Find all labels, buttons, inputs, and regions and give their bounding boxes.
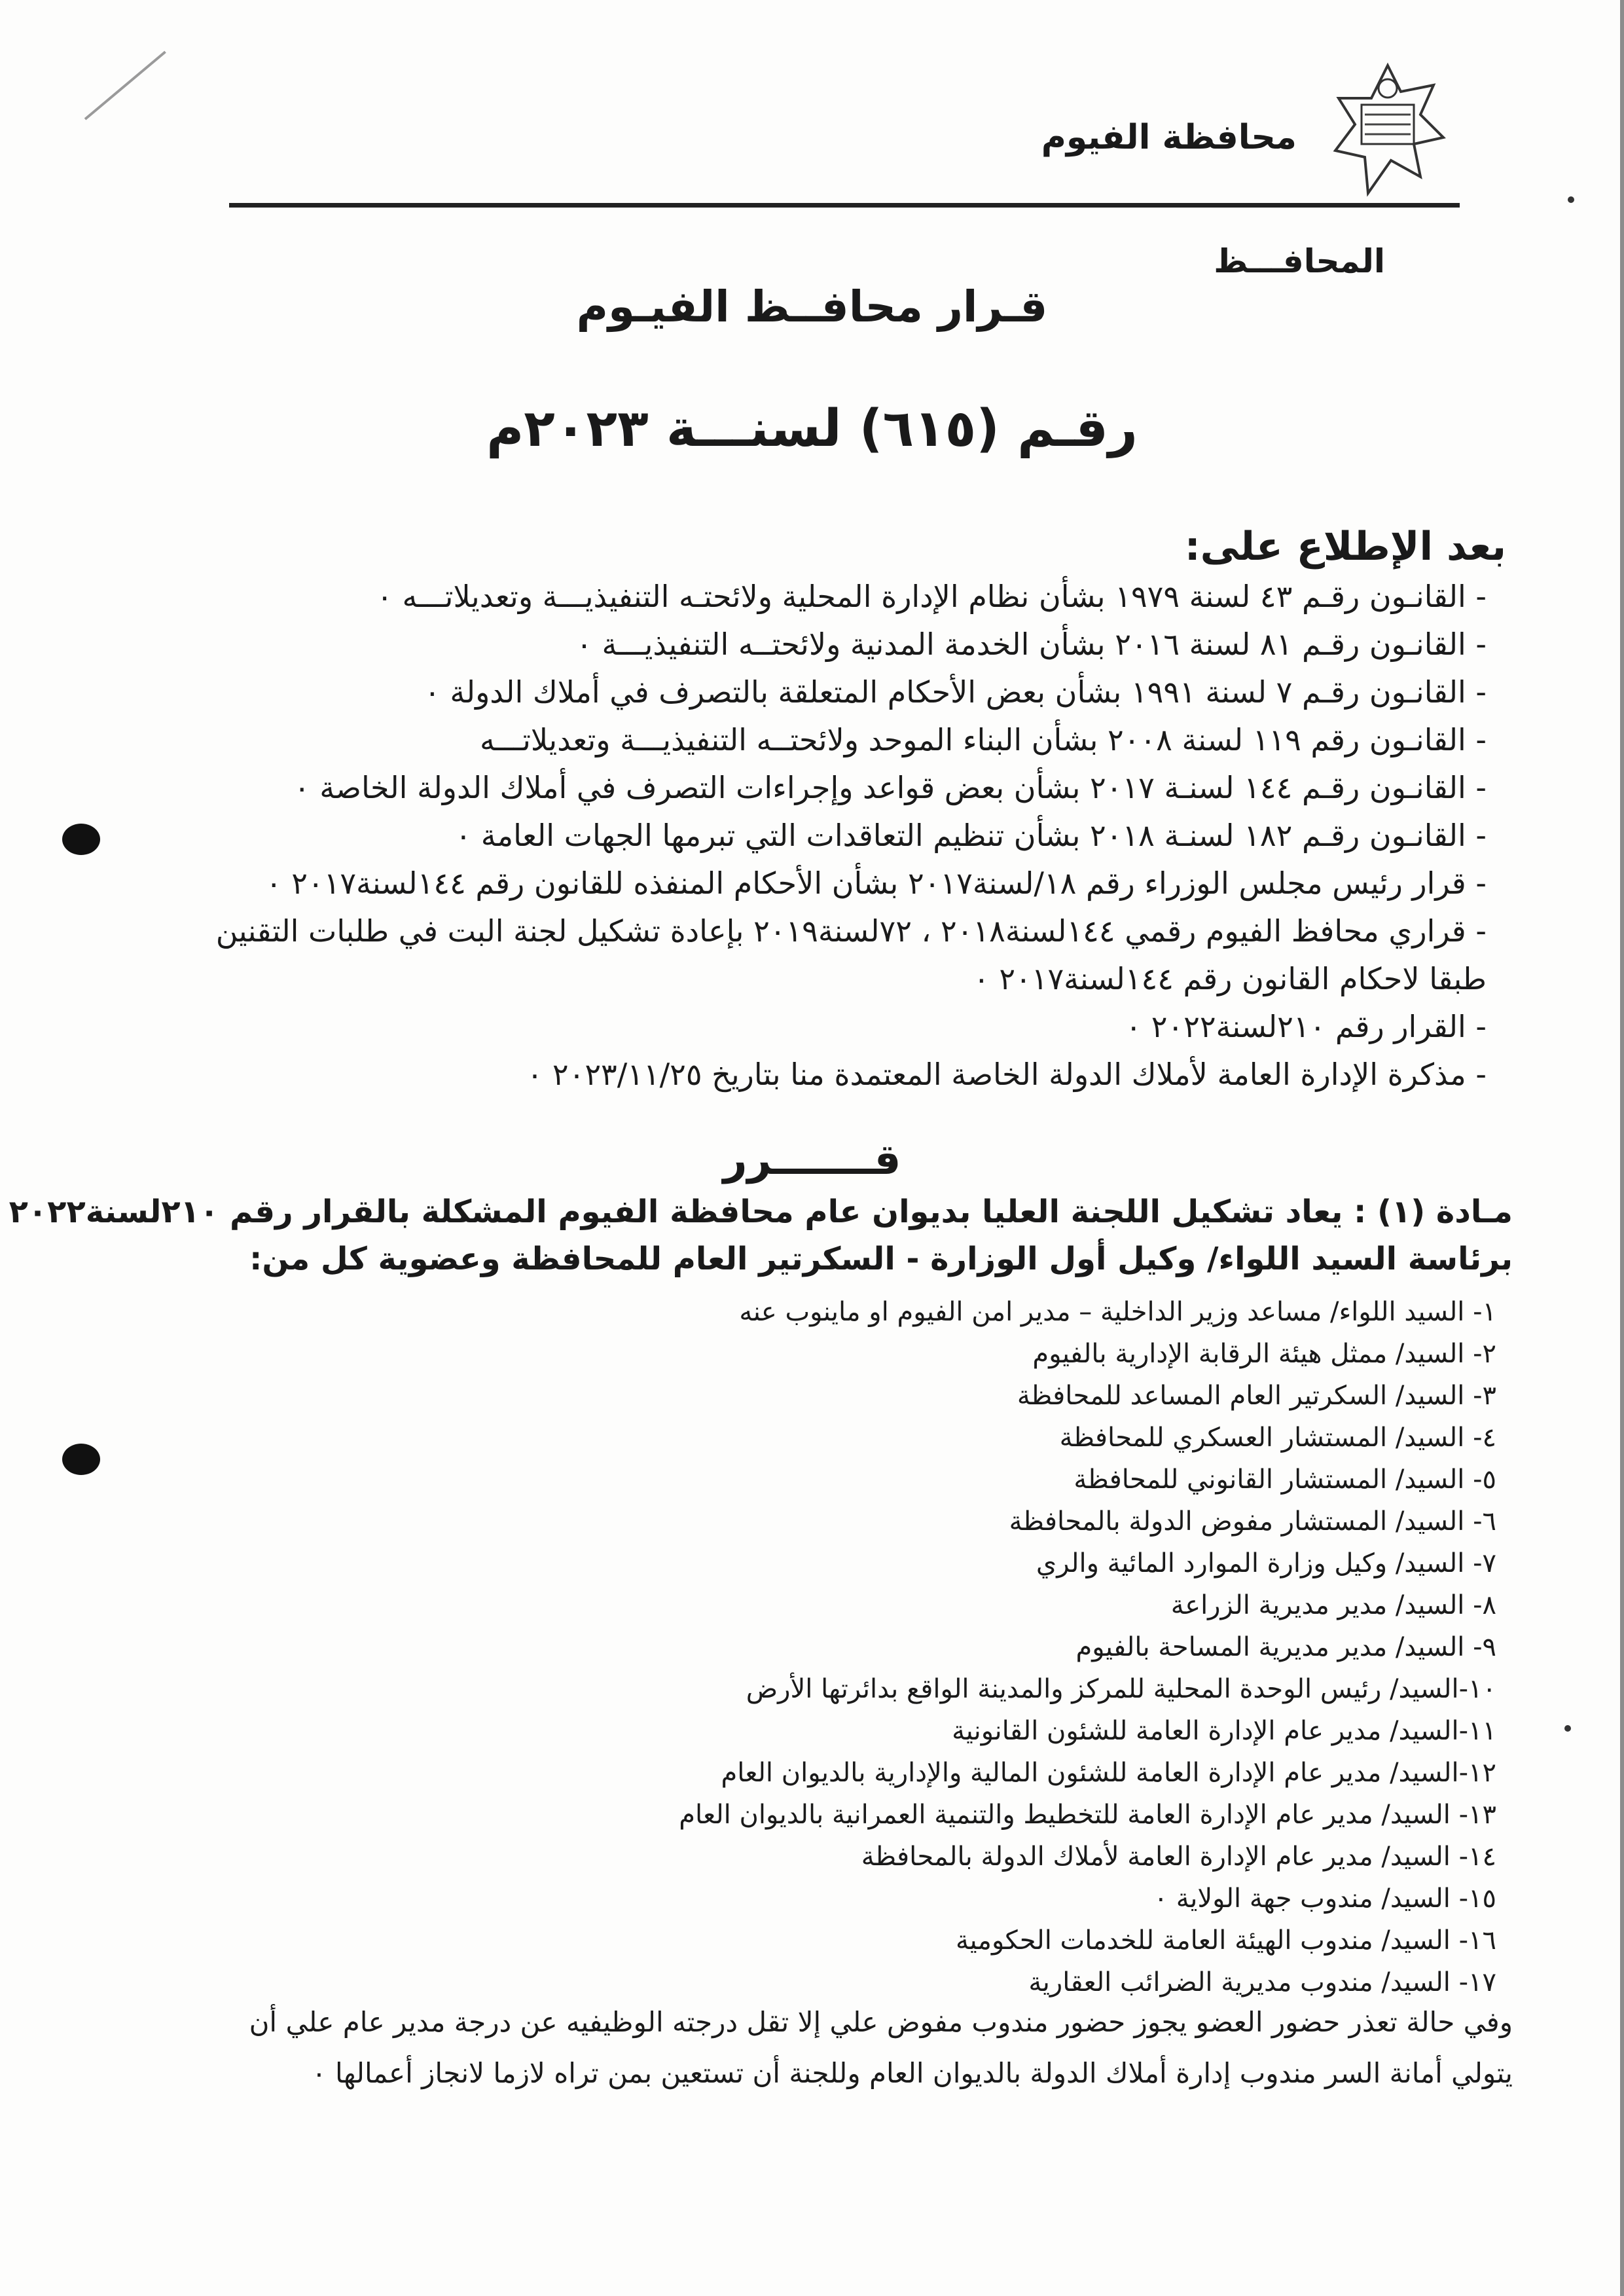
- member-item: ٨- السيد/ مدير مديرية الزراعة: [1170, 1590, 1496, 1620]
- member-item: ٥- السيد/ المستشار القانوني للمحافظة: [1074, 1465, 1496, 1495]
- office-label: المحافـــظ: [1214, 242, 1385, 280]
- eagle-emblem-icon: [1329, 52, 1447, 210]
- member-item: ٧- السيد/ وكيل وزارة الموارد المائية والري: [1036, 1548, 1496, 1578]
- reference-item: - القانـون رقـم ١٤٤ لسنـة ٢٠١٧ بشأن بعض قواعد وإجراءات التصرف في أملاك الدولة الخاصة ٠: [293, 770, 1487, 805]
- closing-line-2: يتولي أمانة السر مندوب إدارة أملاك الدولة بالديوان العام وللجنة أن تستعين بمن تراه لازما لانجاز أعمالها ٠: [312, 2057, 1513, 2089]
- scan-speck: [1564, 1725, 1571, 1732]
- member-item: ٤- السيد/ المستشار العسكري للمحافظة: [1059, 1423, 1496, 1453]
- reference-item: - مذكرة الإدارة العامة لأملاك الدولة الخاصة المعتمدة منا بتاريخ ٢٠٢٣/١١/٢٥ ٠: [526, 1057, 1487, 1092]
- member-item: ١٠-السيد/ رئيس الوحدة المحلية للمركز والمدينة الواقع بدائرتها الأرض: [746, 1674, 1496, 1704]
- member-item: ١١-السيد/ مدير عام الإدارة العامة للشئون القانونية: [952, 1716, 1496, 1746]
- punch-hole: [62, 1444, 100, 1475]
- article-1-line-1: مـادة (١) : يعاد تشكيل اللجنة العليا بديوان عام محافظة الفيوم المشكلة بالقرار رقم ٢١٠لسنة٢٠٢٢: [9, 1194, 1513, 1230]
- pencil-mark: [84, 51, 166, 120]
- member-item: ١٧- السيد/ مندوب مديرية الضرائب العقارية: [1028, 1967, 1496, 1997]
- member-item: ٢- السيد/ ممثل هيئة الرقابة الإدارية بالفيوم: [1032, 1339, 1496, 1369]
- closing-paragraph: [40, 1997, 1513, 2099]
- preamble-intro: بعد الإطلاع على:: [1184, 524, 1506, 570]
- reference-item: - القانـون رقـم ٧ لسنة ١٩٩١ بشأن بعض الأحكام المتعلقة بالتصرف في أملاك الدولة ٠: [424, 674, 1487, 710]
- members-list: [122, 1291, 1496, 2003]
- reference-item: - القانـون رقم ١١٩ لسنة ٢٠٠٨ بشأن البناء الموحد ولائحتــه التنفيذيـــة وتعديلاتـــه: [480, 722, 1487, 757]
- member-item: ٩- السيد/ مدير مديرية المساحة بالفيوم: [1075, 1632, 1496, 1662]
- reference-item: - القانـون رقـم ٤٣ لسنة ١٩٧٩ بشأن نظام الإدارة المحلية ولائحتـه التنفيذيـــة وتعديلاتـــه ٠: [376, 579, 1487, 614]
- decree-title: قـرار محافــظ الفيـوم: [576, 282, 1048, 332]
- reference-item: - القانـون رقـم ٨١ لسنة ٢٠١٦ بشأن الخدمة المدنية ولائحتــه التنفيذيـــة ٠: [576, 627, 1487, 662]
- reference-item: - القانـون رقـم ١٨٢ لسنـة ٢٠١٨ بشأن تنظيم التعاقدات التي تبرمها الجهات العامة ٠: [455, 818, 1487, 853]
- member-item: ١٣- السيد/ مدير عام الإدارة العامة للتخطيط والتنمية العمرانية بالديوان العام: [679, 1800, 1496, 1830]
- reference-item: - قراري محافظ الفيوم رقمي ١٤٤لسنة٢٠١٨ ، ٧٢لسنة٢٠١٩ بإعادة تشكيل لجنة البت في طلبات التقنين: [215, 913, 1487, 949]
- member-item: ١٢-السيد/ مدير عام الإدارة العامة للشئون المالية والإدارية بالديوان العام: [721, 1758, 1496, 1788]
- member-item: ٦- السيد/ المستشار مفوض الدولة بالمحافظة: [1009, 1506, 1496, 1537]
- decree-number: رقـم (٦١٥) لسنـــة ٢٠٢٣م: [486, 399, 1138, 458]
- decided-heading: قـــــــرر: [723, 1136, 901, 1184]
- reference-item: طبقا لاحكام القانون رقم ١٤٤لسنة٢٠١٧ ٠: [973, 961, 1487, 996]
- scan-speck: [1568, 196, 1574, 203]
- reference-item: - القرار رقم ٢١٠لسنة٢٠٢٢ ٠: [1125, 1009, 1487, 1044]
- member-item: ٣- السيد/ السكرتير العام المساعد للمحافظة: [1017, 1381, 1496, 1411]
- member-item: ١- السيد اللواء/ مساعد وزير الداخلية – مدير امن الفيوم او ماينوب عنه: [739, 1297, 1496, 1327]
- article-1: [9, 1188, 1513, 1283]
- member-item: ١٤- السيد/ مدير عام الإدارة العامة لأملاك الدولة بالمحافظة: [861, 1842, 1496, 1872]
- header-divider: [229, 203, 1460, 208]
- member-item: ١٦- السيد/ مندوب الهيئة العامة للخدمات الحكومية: [956, 1925, 1496, 1956]
- governorate-name: محافظة الفيوم: [1041, 118, 1297, 157]
- member-item: ١٥- السيد/ مندوب جهة الولاية ٠: [1153, 1884, 1496, 1914]
- article-1-line-2: برئاسة السيد اللواء/ وكيل أول الوزارة - السكرتير العام للمحافظة وعضوية كل من:: [249, 1241, 1513, 1277]
- closing-line-1: وفي حالة تعذر حضور العضو يجوز حضور مندوب مفوض علي إلا تقل درجته الوظيفيه عن درجة مدير عام علي أن: [249, 2006, 1513, 2038]
- reference-item: - قرار رئيس مجلس الوزراء رقم ١٨/لسنة٢٠١٧ بشأن الأحكام المنفذه للقانون رقم ١٤٤لسنة٢٠١٧ ٠: [265, 866, 1487, 901]
- punch-hole: [62, 824, 100, 855]
- references-list: [79, 573, 1487, 1099]
